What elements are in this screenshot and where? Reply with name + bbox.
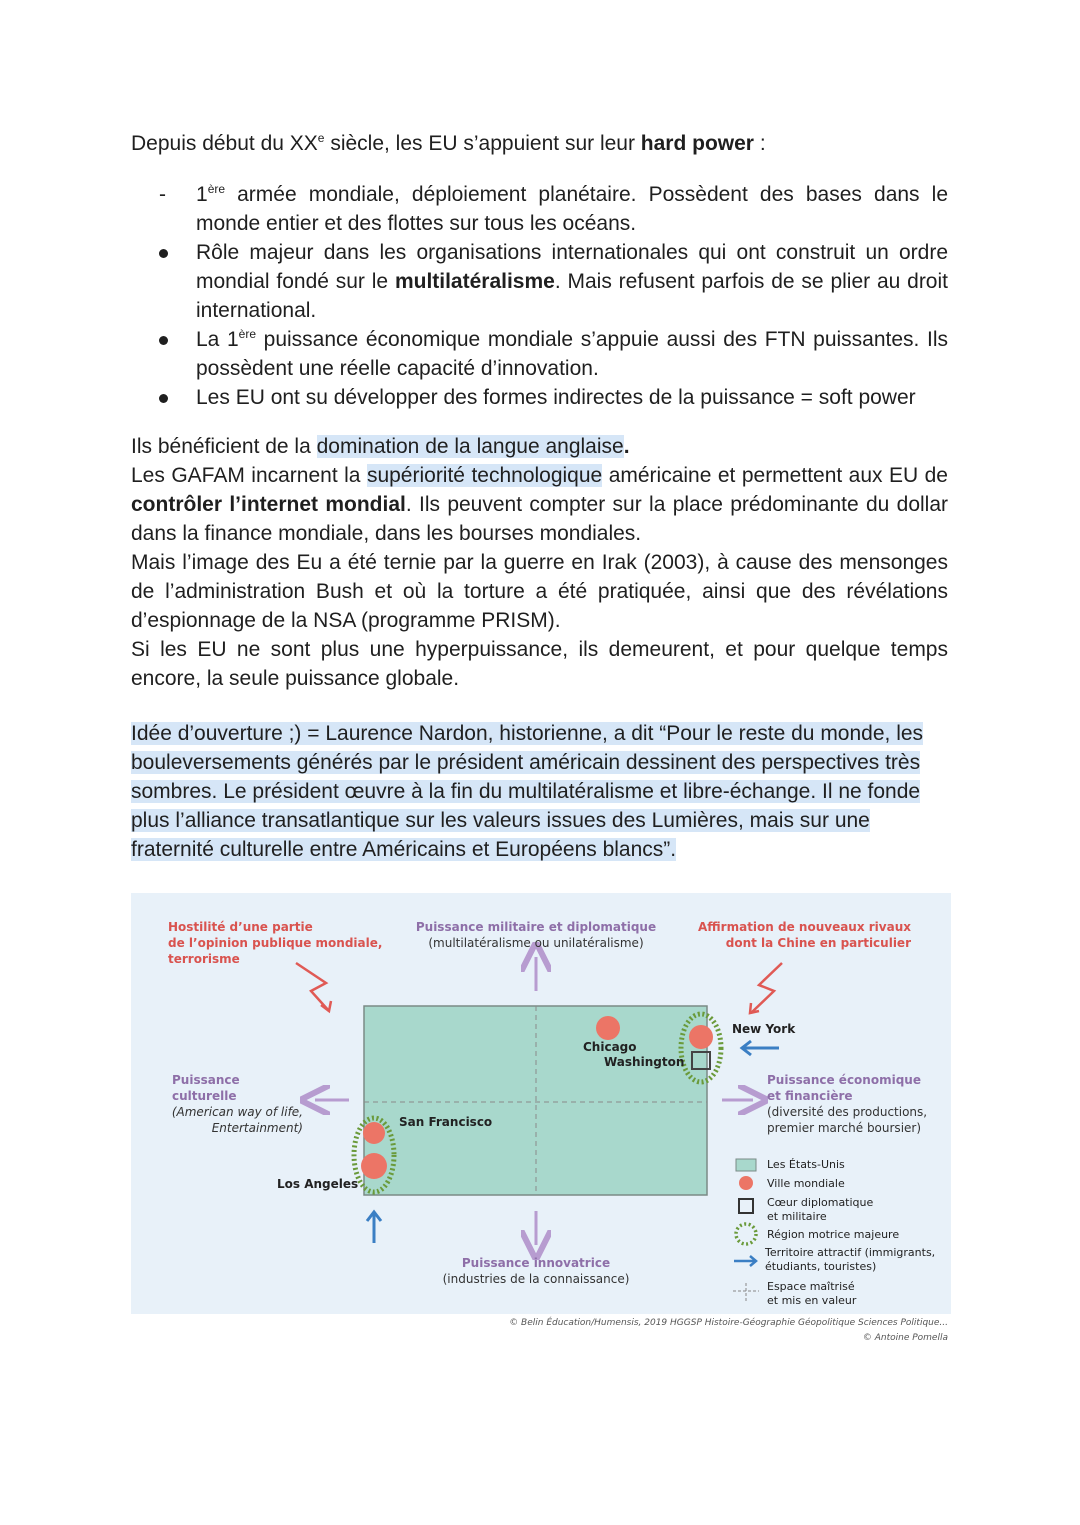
legend-space: Espace maîtrisé et mis en valeur bbox=[767, 1280, 857, 1307]
bullet-marker bbox=[159, 325, 179, 354]
zigzag-rivals bbox=[751, 963, 782, 1013]
hard-power-list bbox=[131, 180, 948, 412]
innovative-label: Puissance innovatrice (industries de la connaissance) bbox=[442, 1256, 630, 1286]
intro-middle: siècle, les EU s’appuient sur leur bbox=[324, 132, 641, 155]
body-paragraph: Ils bénéficient de la domination de la langue anglaise. Les GAFAM incarnent la supériorité technologique américaine et permettent aux EU de contrôler l’internet mondial. Ils peuvent compter sur la place prédominante du dollar dans la finance mondiale, dans les bourses mondiales. Mais l’image des Eu a été ternie par la guerre en Irak (2003), à cause des mensonges de l’administration Bush et où la torture a été pratiquée, ainsi que des révélations d’espionnage de la NSA (programme PRISM). Si les EU ne sont plus une hyperpuissance, ils demeurent, et pour quelque temps encore, la seule puissance globale. bbox=[131, 432, 948, 693]
intro-suffix: : bbox=[753, 132, 766, 155]
intro-bold: hard power bbox=[640, 132, 754, 155]
cultural-label: Puissance culturelle (American way of life, Entertainment) bbox=[171, 1073, 303, 1135]
conclusion-sentence: Si les EU ne sont plus une hyperpuissance, ils demeurent, et pour quelque temps encore, la seule puissance globale. bbox=[131, 638, 948, 690]
opening-idea: Idée d’ouverture ;) = Laurence Nardon, historienne, a dit “Pour le reste du monde, les bouleversements générés par le président américain dessinent des perspectives très sombres. Le président œuvre à la fin du multilatéralisme et libre-échange. Il ne fonde plus l’alliance transatlantique sur les valeurs issues des Lumières, mais sur une fraternité culturelle entre Américains et Européens blancs”. bbox=[131, 722, 924, 861]
arrow-attract-east bbox=[742, 1041, 779, 1055]
los-angeles-dot bbox=[361, 1153, 387, 1179]
bullet-marker bbox=[159, 383, 179, 412]
list-item: Les EU ont su développer des formes indirectes de la puissance = soft power bbox=[131, 383, 948, 412]
legend-region-icon bbox=[736, 1224, 756, 1244]
city-label-new-york: New York bbox=[732, 1022, 796, 1036]
legend-attract-icon bbox=[734, 1256, 756, 1266]
intro-sup: e bbox=[317, 131, 325, 145]
legend-usa-icon bbox=[736, 1159, 756, 1171]
new-york-dot bbox=[689, 1025, 713, 1049]
list-item: - 1ère armée mondiale, déploiement planétaire. Possèdent des bases dans le monde entier et des flottes sur tous les océans. bbox=[159, 182, 948, 235]
city-label-los-angeles: Los Angeles bbox=[277, 1177, 359, 1191]
legend-diplo-icon bbox=[739, 1199, 753, 1213]
intro-prefix: Depuis début du XX bbox=[131, 132, 318, 155]
economic-label: Puissance économique et financière (diversité des productions, premier marché boursier) bbox=[767, 1073, 928, 1135]
san-francisco-dot bbox=[363, 1122, 385, 1144]
legend-usa: Les États-Unis bbox=[767, 1158, 845, 1171]
list-item: La 1ère puissance économique mondiale s’appuie aussi des FTN puissantes. Ils possèdent une réelle capacité d’innovation. bbox=[131, 325, 948, 383]
arrow-attract-west bbox=[367, 1212, 381, 1243]
irak-sentence: Mais l’image des Eu a été ternie par la guerre en Irak (2003), à cause des mensonges de l’administration Bush et où la torture a été pratiquée, ainsi que des révélations d’espionnage de la NSA (programme PRISM). bbox=[131, 551, 948, 632]
military-label: Puissance militaire et diplomatique (multilatéralisme ou unilatéralisme) bbox=[415, 920, 657, 950]
legend-space-icon bbox=[733, 1283, 759, 1301]
hostility-label: Hostilité d’une partie de l’opinion publique mondiale, terrorisme bbox=[168, 920, 383, 966]
usa-power-diagram bbox=[131, 893, 951, 1314]
bullet-marker bbox=[159, 238, 179, 267]
zigzag-hostility bbox=[296, 963, 329, 1011]
highlight-tech: supériorité technologique bbox=[366, 464, 603, 487]
highlight-english: domination de la langue anglaise bbox=[316, 435, 624, 458]
list-item: Rôle majeur dans les organisations internationales qui ont construit un ordre mondial fondé sur le multilatéralisme. Mais refusent parfois de se plier au droit international. bbox=[131, 238, 948, 325]
city-label-washington: Washington bbox=[604, 1055, 685, 1069]
chicago-dot bbox=[596, 1016, 620, 1040]
legend-city-icon bbox=[739, 1176, 753, 1190]
legend-city: Ville mondiale bbox=[767, 1177, 845, 1190]
legend-diplo: Cœur diplomatique et militaire bbox=[767, 1196, 874, 1223]
figure-credit: © Belin Éducation/Humensis, 2019 HGGSP Histoire-Géographie Géopolitique Sciences Politique... © Antoine Pomella bbox=[509, 1318, 948, 1343]
rivals-label: Affirmation de nouveaux rivaux dont la Chine en particulier bbox=[698, 920, 911, 950]
legend-attract: Territoire attractif (immigrants, étudiants, touristes) bbox=[765, 1246, 936, 1273]
city-label-san-francisco: San Francisco bbox=[399, 1115, 493, 1129]
city-label-chicago: Chicago bbox=[583, 1040, 637, 1054]
dash-marker: - bbox=[159, 183, 166, 206]
legend-region: Région motrice majeure bbox=[767, 1228, 900, 1241]
intro-line bbox=[131, 129, 948, 158]
